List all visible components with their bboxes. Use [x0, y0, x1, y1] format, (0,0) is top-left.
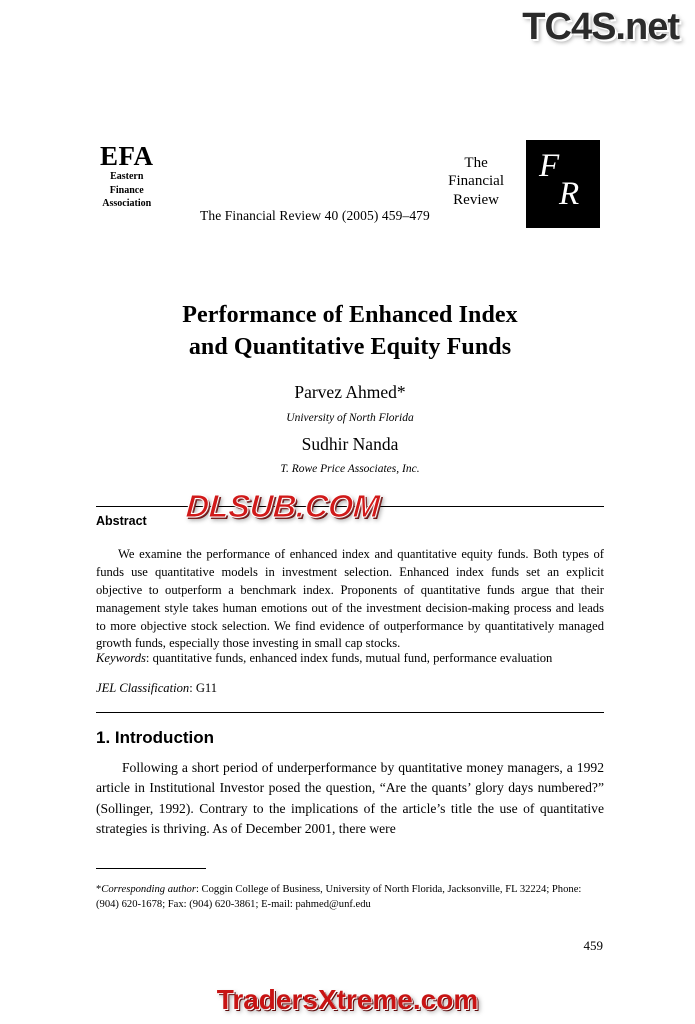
- page-title-line2: and Quantitative Equity Funds: [188, 333, 512, 360]
- footnote-divider: [96, 868, 206, 869]
- watermark-top: TC4S.net: [522, 6, 679, 48]
- fr-word-line2: Financial: [448, 173, 504, 190]
- page-title-line1: Performance of Enhanced Index: [182, 302, 518, 328]
- page-number: 459: [583, 938, 603, 953]
- keywords-text: : quantitative funds, enhanced index funds, mutual fund, performance evaluation: [145, 651, 553, 665]
- author-affiliation-1: University of North Florida: [286, 412, 414, 424]
- efa-logo: [100, 142, 154, 211]
- abstract-label: Abstract: [96, 514, 147, 528]
- author-affiliation-2: T. Rowe Price Associates, Inc.: [280, 463, 420, 475]
- footnote: [96, 882, 604, 913]
- introduction-paragraph: Following a short period of underperformance by quantitative money managers, a 1992 article in Institutional Investor posed the question, “Are the quants’ glory days numbered?” (Sollinger, 1992). Contrary to the implications of the article’s title the use of quantitative strategies is thriving. As of December 2001, there were: [96, 760, 604, 837]
- jel-label: JEL Classification: [96, 681, 190, 695]
- abstract-bottom-divider: [96, 712, 604, 713]
- watermark-bottom: TradersXtreme.com: [216, 984, 479, 1015]
- author-name-1: Parvez Ahmed*: [294, 382, 406, 402]
- efa-logo-line3: Association: [102, 198, 152, 210]
- fr-logo-letter-r: R: [559, 176, 580, 212]
- journal-citation: The Financial Review 40 (2005) 459–479: [200, 208, 430, 223]
- footnote-label: Corresponding author: [101, 884, 196, 895]
- journal-header: [96, 140, 604, 240]
- watermark-middle: DLSUB.COM: [184, 488, 382, 524]
- footnote-text: : Coggin College of Business, University of North Florida, Jacksonville, FL 32224; Phone: (904) 620-1678; Fax: (904) 620-3861; E-mail: pahmed@unf.edu: [96, 884, 582, 911]
- efa-logo-line1: Eastern: [110, 171, 144, 183]
- efa-logo-main: EFA: [100, 141, 154, 171]
- fr-word-line1: The: [464, 155, 488, 171]
- keywords-line: [96, 650, 604, 668]
- fr-logo-letter-f: F: [539, 148, 560, 184]
- page-title: [96, 300, 604, 363]
- jel-line: [96, 680, 604, 698]
- efa-logo-line2: Finance: [109, 184, 144, 196]
- financial-review-wordmark: [448, 154, 504, 209]
- section-heading-introduction: 1. Introduction: [96, 728, 215, 747]
- fr-logo-icon: [526, 140, 600, 228]
- jel-text: : G11: [189, 681, 218, 695]
- footnote-marker: *: [96, 884, 102, 895]
- fr-word-line3: Review: [453, 191, 499, 208]
- keywords-label: Keywords: [96, 651, 146, 665]
- abstract-text: We examine the performance of enhanced index and quantitative equity funds. Both types of funds use quantitative models in investment selection. Enhanced index funds set an explicit objective to outperform a benchmark index. Proponents of quantitative funds argue that their management style takes human emotions out of the investment decision-making process and leads to more objective stock selection. We find evidence of outperformance by quantitatively managed growth funds, especially those investing in small cap stocks.: [96, 547, 604, 651]
- author-name-2: Sudhir Nanda: [301, 434, 399, 454]
